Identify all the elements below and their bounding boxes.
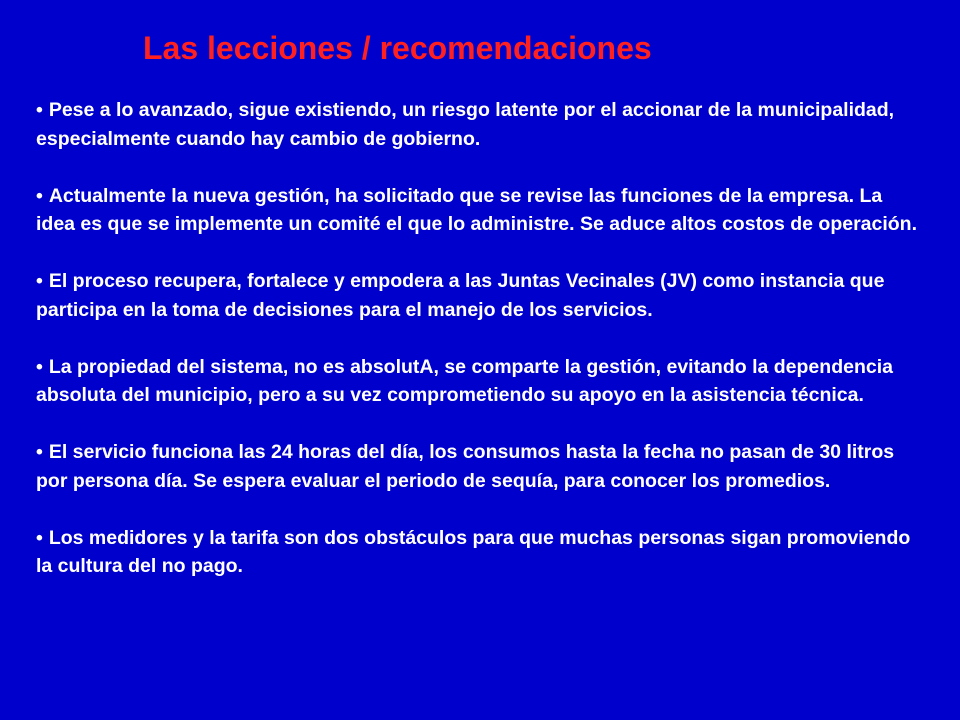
bullet-marker: • xyxy=(36,270,43,292)
bullet-marker: • xyxy=(36,99,43,121)
bullet-text: El proceso recupera, fortalece y empodera a las Juntas Vecinales (JV) como instancia que participa en la toma de decisiones para el manejo de los servicios. xyxy=(36,270,885,321)
bullet-item xyxy=(36,524,926,581)
slide-title: Las lecciones / recomendaciones xyxy=(143,30,652,66)
bullet-text: Los medidores y la tarifa son dos obstáculos para que muchas personas sigan promoviendo la cultura del no pago. xyxy=(36,526,911,577)
bullet-item xyxy=(36,438,926,495)
bullet-item xyxy=(36,96,926,153)
bullet-marker: • xyxy=(36,355,43,378)
bullet-item xyxy=(36,353,926,410)
bullet-item xyxy=(36,182,926,239)
bullet-item xyxy=(36,267,926,324)
bullet-marker: • xyxy=(36,526,43,549)
bullet-marker: • xyxy=(36,441,43,463)
bullet-text: El servicio funciona las 24 horas del día, los consumos hasta la fecha no pasan de 30 litros por persona día. Se espera evaluar el periodo de sequía, para conocer los promedios. xyxy=(36,441,895,492)
bullet-text: Actualmente la nueva gestión, ha solicitado que se revise las funciones de la empresa. La idea es que se implemente un comité el que lo administre. Se aduce altos costos de operación. xyxy=(36,184,918,235)
bullet-marker: • xyxy=(36,184,43,207)
bullet-text: La propiedad del sistema, no es absolutA, se comparte la gestión, evitando la dependencia absoluta del municipio, pero a su vez comprometiendo su apoyo en la asistencia técnica. xyxy=(36,355,893,406)
bullet-text: Pese a lo avanzado, sigue existiendo, un riesgo latente por el accionar de la municipalidad, especialmente cuando hay cambio de gobierno. xyxy=(36,99,895,150)
bullet-list xyxy=(36,96,926,581)
